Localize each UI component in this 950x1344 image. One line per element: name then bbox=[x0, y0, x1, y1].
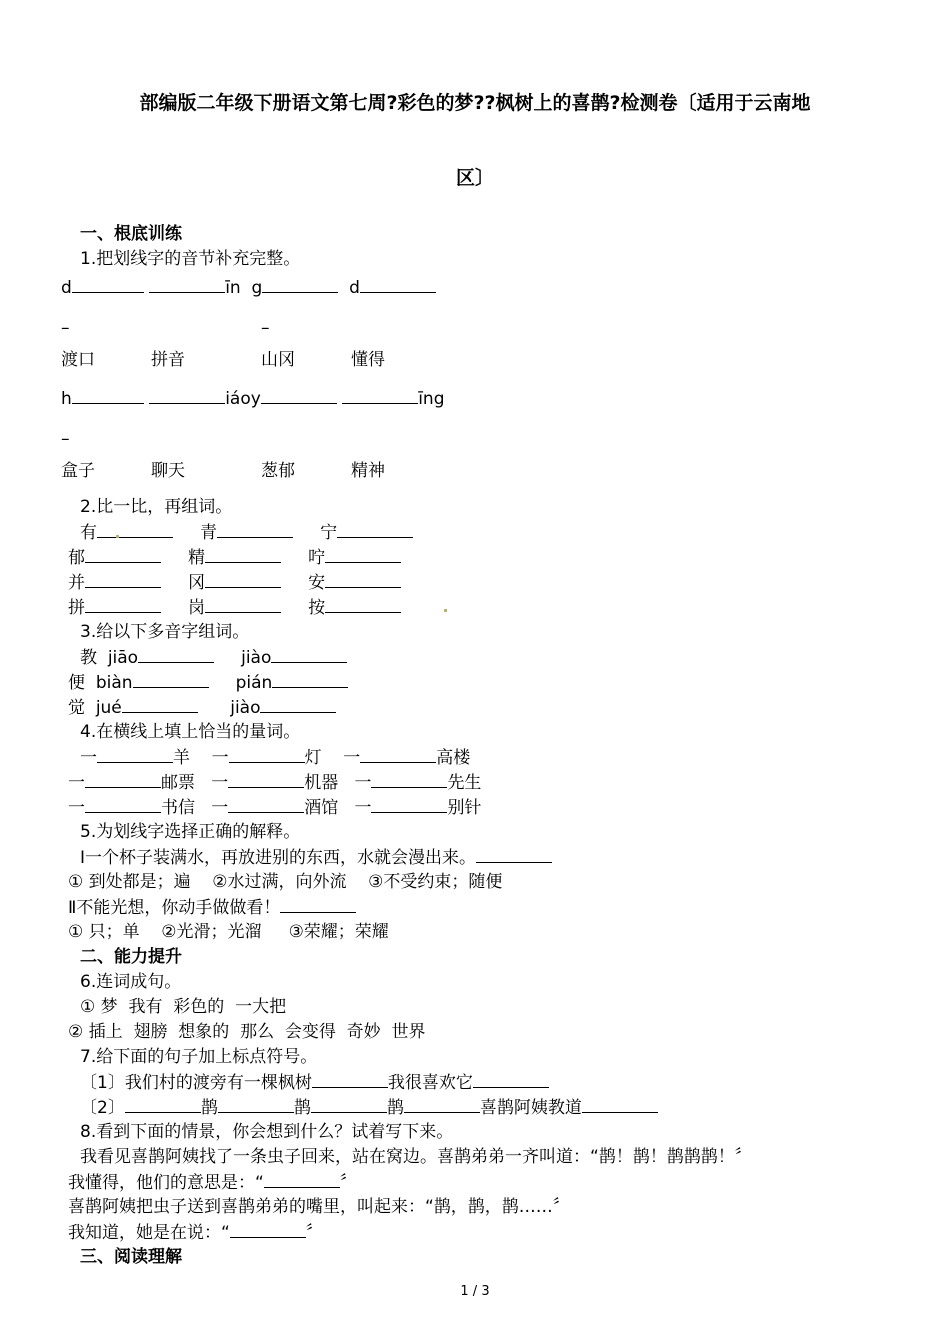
q5-options-1: ① 到处都是；遍 ②水过满，向外流 ③不受约束；随便 bbox=[68, 872, 503, 892]
q7-item-1: 〔1〕我们村的渡旁有一棵枫树 我很喜欢它 bbox=[80, 1071, 549, 1094]
q1-row2-pinyin: h iáoy īng bbox=[61, 389, 445, 409]
section-2-header: 二、能力提升 bbox=[80, 947, 182, 967]
q5-prompt: 5.为划线字选择正确的解释。 bbox=[80, 822, 301, 842]
q5-options-2: ① 只；单 ②光滑；光溜 ③荣耀；荣耀 bbox=[68, 922, 389, 942]
stray-mark bbox=[116, 535, 119, 538]
stray-mark bbox=[444, 609, 447, 612]
q3-row: 觉 jué jiào bbox=[68, 696, 336, 719]
q2-row: 郁 精 咛 bbox=[68, 546, 401, 569]
section-3-header: 三、阅读理解 bbox=[80, 1247, 182, 1267]
q1-word: 聊天 bbox=[151, 461, 185, 481]
q2-row: 拼 岗 按 bbox=[68, 596, 401, 619]
q1-dash: – bbox=[61, 429, 70, 449]
title-line-1: 部编版二年级下册语文第七周?彩色的梦??枫树上的喜鹊?检测卷〔适用于云南地 bbox=[139, 92, 811, 114]
q5-item-2: Ⅱ不能光想，你动手做做看！ bbox=[68, 896, 356, 919]
page-number: 1 / 3 bbox=[460, 1284, 490, 1299]
q8-line-2: 我懂得，他们的意思是：“ 〞 bbox=[68, 1173, 357, 1193]
q3-row: 教 jiāo jiào bbox=[80, 646, 347, 669]
q3-prompt: 3.给以下多音字组词。 bbox=[80, 622, 250, 642]
title-line-2: 区〕 bbox=[455, 167, 494, 189]
q2-row: 有 青 宁 bbox=[80, 521, 413, 544]
q5-item-1: Ⅰ一个杯子装满水，再放进别的东西，水就会漫出来。 bbox=[80, 846, 552, 869]
q2-prompt: 2.比一比，再组词。 bbox=[80, 497, 233, 517]
q1-row1-pinyin: d īn g d bbox=[61, 276, 436, 299]
q1-word: 盒子 bbox=[61, 461, 95, 481]
q4-prompt: 4.在横线上填上恰当的量词。 bbox=[80, 722, 301, 742]
q4-row: 一 邮票 一 机器 一 先生 bbox=[68, 773, 482, 793]
q6-item-2: ② 插上 翅膀 想象的 那么 会变得 奇妙 世界 bbox=[68, 1022, 426, 1042]
q1-word: 精神 bbox=[351, 461, 385, 481]
q1-word: 山冈 bbox=[261, 350, 295, 370]
q1-dash: – bbox=[261, 318, 270, 338]
q8-line-4: 我知道，她是在说：“ 〞 bbox=[68, 1223, 323, 1243]
q4-row: 一 书信 一 酒馆 一 别针 bbox=[68, 798, 482, 818]
q2-row: 并 冈 安 bbox=[68, 571, 401, 594]
q1-word: 渡口 bbox=[61, 350, 95, 370]
q1-word: 拼音 bbox=[151, 350, 185, 370]
q4-row: 一 羊 一 灯 一 高楼 bbox=[80, 748, 471, 768]
q1-prompt: 1.把划线字的音节补充完整。 bbox=[80, 249, 301, 269]
q1-word: 懂得 bbox=[351, 350, 385, 370]
q8-prompt: 8.看到下面的情景，你会想到什么？试着写下来。 bbox=[80, 1122, 454, 1142]
q6-item-1: ① 梦 我有 彩色的 一大把 bbox=[80, 997, 287, 1017]
q8-line-3: 喜鹊阿姨把虫子送到喜鹊弟弟的嘴里，叫起来：“鹊，鹊，鹊……〞 bbox=[68, 1197, 570, 1217]
q7-prompt: 7.给下面的句子加上标点符号。 bbox=[80, 1047, 318, 1067]
q1-dash: – bbox=[61, 318, 70, 338]
q3-row: 便 biàn pián bbox=[68, 671, 348, 694]
q6-prompt: 6.连词成句。 bbox=[80, 972, 182, 992]
q8-line-1: 我看见喜鹊阿姨找了一条虫子回来，站在窝边。喜鹊弟弟一齐叫道：“鹊！鹊！鹊鹊鹊！〞 bbox=[80, 1147, 752, 1167]
q7-item-2: 〔2〕 鹊 鹊 鹊 喜鹊阿姨教道 bbox=[80, 1096, 658, 1119]
q1-word: 葱郁 bbox=[261, 461, 295, 481]
section-1-header: 一、根底训练 bbox=[80, 224, 182, 244]
